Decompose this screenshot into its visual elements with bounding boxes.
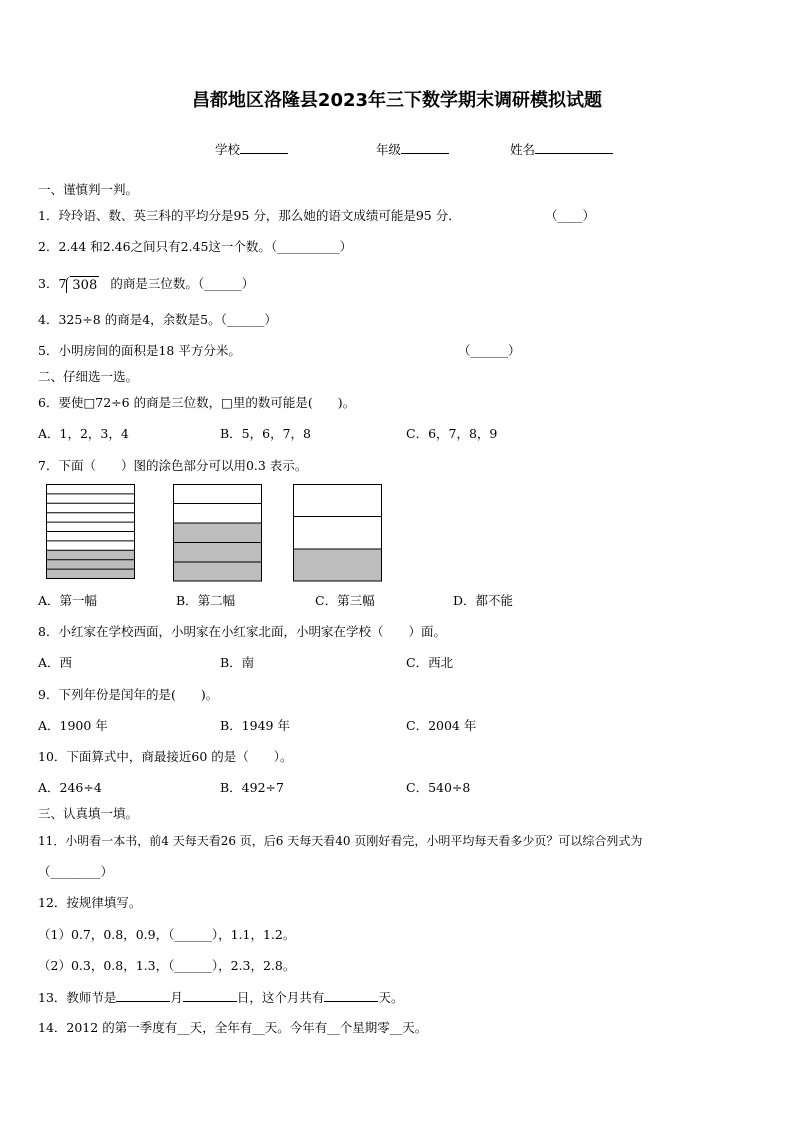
q10-option-b[interactable]: B．492÷7: [220, 780, 284, 795]
figure-3: [293, 484, 383, 582]
q3-dividend: 308: [72, 277, 98, 293]
q13-prefix: 13．教师节是: [38, 990, 117, 1005]
question-11: 11．小明看一本书，前4 天每天看26 页，后6 天每天看40 页刚好看完，小明平均每天看多少页？可以综合列式为: [38, 834, 643, 848]
grade-blank[interactable]: [401, 140, 449, 154]
q7-option-c[interactable]: C．第三幅: [315, 593, 375, 608]
name-field: [510, 140, 613, 158]
name-label: 姓名: [510, 142, 536, 157]
q13-middle: 日，这个月共有: [236, 990, 325, 1005]
school-field: [215, 140, 288, 158]
grade-label: 年级: [376, 142, 402, 157]
section-2-heading: 二、仔细选一选。: [38, 369, 139, 384]
section-1-heading: 一、谨慎判一判。: [38, 182, 139, 197]
figure-2: [173, 484, 263, 582]
q13-month-blank[interactable]: [116, 988, 170, 1002]
q13-day-blank[interactable]: [183, 988, 237, 1002]
q3-text: 的商是三位数。（______）: [110, 276, 255, 291]
question-2: 2．2.44 和2.46之间只有2.45这一个数。（__________）: [38, 239, 353, 254]
q1-text: 1．玲玲语、数、英三科的平均分是95 分，那么她的语文成绩可能是95 分．: [38, 208, 461, 223]
q6-option-b[interactable]: B．5，6，7，8: [220, 426, 311, 441]
question-3: [38, 275, 254, 294]
question-14: 14．2012 的第一季度有__天，全年有__天。今年有__个星期零__天。: [38, 1020, 428, 1035]
page-title: 昌都地区洛隆县2023年三下数学期末调研模拟试题: [191, 90, 603, 111]
q8-option-a[interactable]: A．西: [38, 655, 73, 670]
q11-answer-bracket[interactable]: （________）: [38, 864, 114, 879]
figure-1: [46, 484, 136, 580]
q10-option-c[interactable]: C．540÷8: [406, 780, 471, 795]
question-6: 6．要使□72÷6 的商是三位数，□里的数可能是( )。: [38, 395, 356, 410]
q7-option-d[interactable]: D．都不能: [453, 593, 514, 608]
school-blank[interactable]: [240, 140, 288, 154]
q13-month-unit: 月: [170, 990, 183, 1005]
question-4: 4．325÷8 的商是4，余数是5。（______）: [38, 312, 277, 327]
school-label: 学校: [215, 142, 241, 157]
q3-number: 3．7: [38, 276, 67, 291]
q6-option-c[interactable]: C．6，7，8，9: [406, 426, 498, 441]
q8-option-c[interactable]: C．西北: [406, 655, 454, 670]
q5-answer-bracket[interactable]: （______）: [458, 343, 521, 358]
q13-suffix: 天。: [378, 990, 404, 1005]
q8-option-b[interactable]: B．南: [220, 655, 255, 670]
question-1: [38, 207, 461, 225]
question-7: 7．下面（ ）图的涂色部分可以用0.3 表示。: [38, 458, 308, 473]
q6-option-a[interactable]: A．1，2，3，4: [38, 426, 129, 441]
q13-days-blank[interactable]: [324, 988, 378, 1002]
q9-option-a[interactable]: A．1900 年: [38, 718, 108, 733]
q10-option-a[interactable]: A．246÷4: [38, 780, 102, 795]
long-division-symbol: [66, 276, 106, 294]
question-12-part-2: （2）0.3，0.8，1.3，（______），2.3，2.8。: [38, 958, 296, 973]
question-12: 12．按规律填写。: [38, 895, 142, 910]
q7-option-a[interactable]: A．第一幅: [38, 593, 98, 608]
question-10: 10．下面算式中，商最接近60 的是（ ）。: [38, 749, 293, 764]
grade-field: [376, 140, 449, 158]
question-12-part-1: （1）0.7，0.8，0.9，（______），1.1，1.2。: [38, 927, 296, 942]
question-9: 9．下列年份是闰年的是( )。: [38, 687, 219, 702]
question-8: 8．小红家在学校西面，小明家在小红家北面，小明家在学校（ ）面。: [38, 624, 446, 639]
q9-option-b[interactable]: B．1949 年: [220, 718, 290, 733]
section-3-heading: 三、认真填一填。: [38, 806, 139, 821]
name-blank[interactable]: [535, 140, 613, 154]
q9-option-c[interactable]: C．2004 年: [406, 718, 477, 733]
q1-answer-bracket[interactable]: （____）: [545, 208, 596, 223]
question-5: 5．小明房间的面积是18 平方分米。: [38, 343, 241, 358]
q7-option-b[interactable]: B．第二幅: [176, 593, 236, 608]
question-13: [38, 988, 403, 1007]
